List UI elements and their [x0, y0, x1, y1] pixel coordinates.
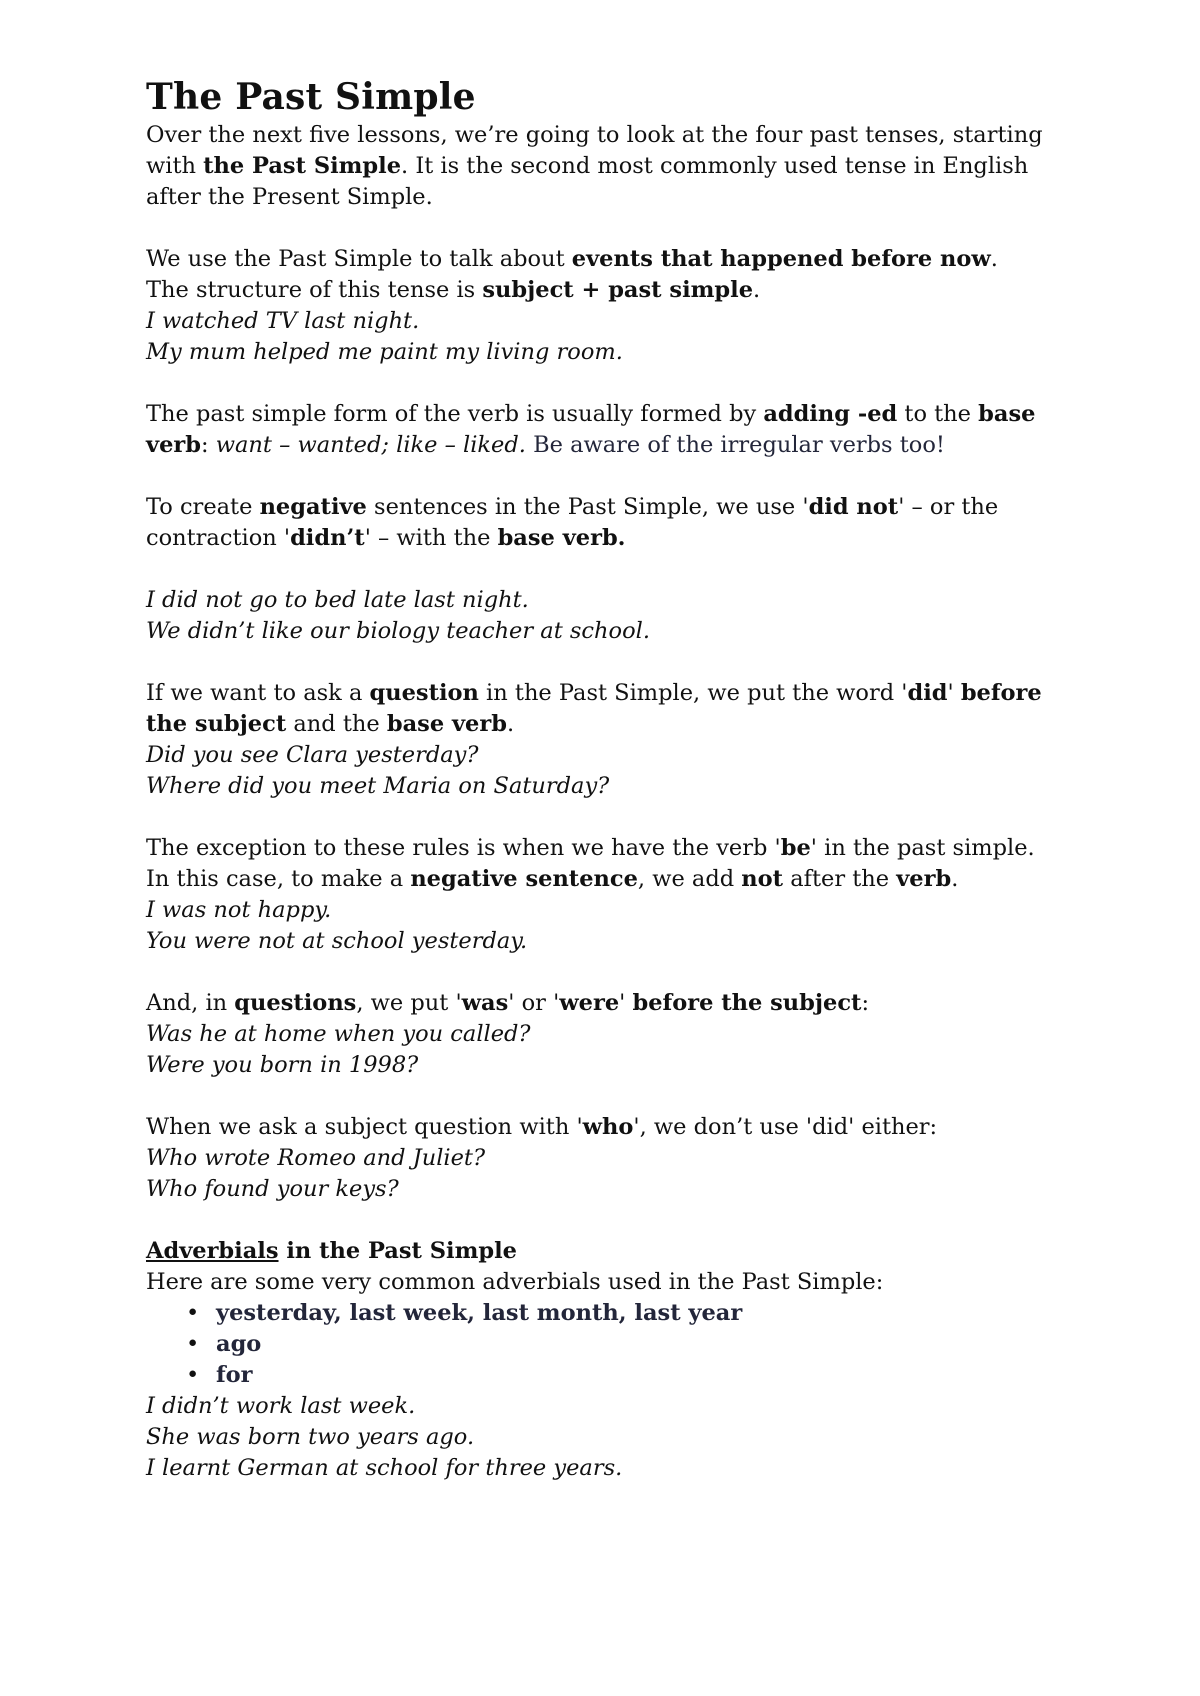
example-sentence: Who wrote Romeo and Juliet?	[146, 1145, 486, 1171]
negative-be-line: In this case, to make a negative sentence, we add not after the verb.	[146, 866, 959, 892]
example-sentence: Where did you meet Maria on Saturday?	[146, 773, 610, 799]
negative-section	[146, 492, 1086, 647]
example-sentence: Were you born in 1998?	[146, 1052, 419, 1078]
be-questions-line: And, in questions, we put 'was' or 'were' before the subject:	[146, 990, 870, 1016]
example-sentence: I did not go to bed late last night.	[146, 587, 529, 613]
exception-section	[146, 833, 1086, 957]
who-section	[146, 1112, 1086, 1205]
document-page	[146, 74, 1086, 1484]
page-title: The Past Simple	[146, 76, 476, 118]
list-item: • for	[186, 1360, 1086, 1391]
question-section	[146, 678, 1086, 802]
example-sentence: Did you see Clara yesterday?	[146, 742, 479, 768]
example-sentence: I watched TV last night.	[146, 308, 420, 334]
structure-line: The structure of this tense is subject + past simple.	[146, 277, 761, 303]
example-sentence: I didn’t work last week.	[146, 1393, 416, 1419]
example-sentence: My mum helped me paint my living room.	[146, 339, 623, 365]
exception-line: The exception to these rules is when we have the verb 'be' in the past simple.	[146, 835, 1035, 861]
intro-paragraph: Over the next five lessons, we’re going to look at the four past tenses, starting with the Past Simple. It is the second most commonly used tense in English after the Present Simple.	[146, 122, 1043, 210]
form-paragraph: The past simple form of the verb is usually formed by adding -ed to the base verb: want – wanted; like – liked. Be aware of the irregular verbs too!	[146, 401, 1036, 458]
example-sentence: Who found your keys?	[146, 1176, 399, 1202]
example-sentence: I learnt German at school for three years.	[146, 1455, 623, 1481]
question-paragraph: If we want to ask a question in the Past Simple, we put the word 'did' before the subject and the base verb.	[146, 680, 1042, 737]
list-item: • yesterday, last week, last month, last year	[186, 1298, 1086, 1329]
usage-section	[146, 244, 1086, 368]
adverbials-heading: Adverbials in the Past Simple	[146, 1238, 517, 1264]
usage-line: We use the Past Simple to talk about events that happened before now.	[146, 246, 998, 272]
adverbials-intro: Here are some very common adverbials used in the Past Simple:	[146, 1269, 884, 1295]
list-item: • ago	[186, 1329, 1086, 1360]
example-sentence: She was born two years ago.	[146, 1424, 475, 1450]
adverbials-section	[146, 1236, 1086, 1484]
example-sentence: Was he at home when you called?	[146, 1021, 531, 1047]
negative-paragraph: To create negative sentences in the Past Simple, we use 'did not' – or the contraction 'didn’t' – with the base verb.	[146, 494, 999, 551]
example-sentence: We didn’t like our biology teacher at school.	[146, 618, 650, 644]
example-sentence: I was not happy.	[146, 897, 332, 923]
adverbials-list	[146, 1298, 1086, 1391]
who-line: When we ask a subject question with 'who', we don’t use 'did' either:	[146, 1114, 938, 1140]
be-questions-section	[146, 988, 1086, 1081]
example-sentence: You were not at school yesterday.	[146, 928, 528, 954]
